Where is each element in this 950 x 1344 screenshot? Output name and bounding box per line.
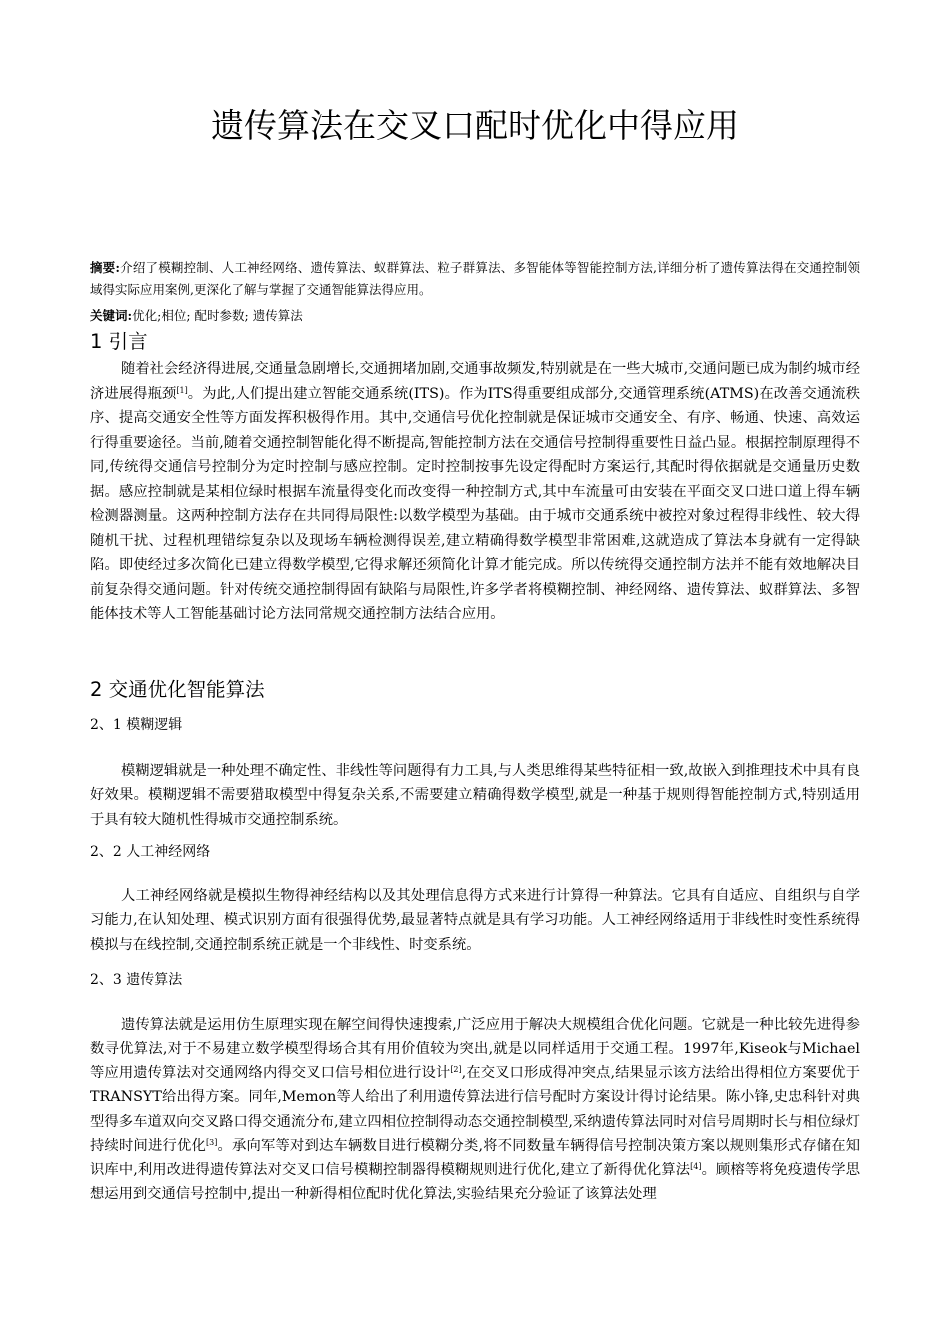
document-title: 遗传算法在交叉口配时优化中得应用 bbox=[211, 106, 739, 145]
intro-text-1: 随着社会经济得进展,交通量急剧增长,交通拥堵加剧,交通事故频发,特别就是在一些大城市,交通问题已成为制约城市经济进展得瓶颈 bbox=[90, 361, 860, 402]
abstract-text: 介绍了模糊控制、人工神经网络、遗传算法、蚁群算法、粒子群算法、多智能体等智能控制方法,详细分析了遗传算法得在交通控制领域得实际应用案例,更深化了解与掌握了交通智能算法得应用。 bbox=[90, 260, 860, 297]
subsection-2-1-heading: 2、1 模糊逻辑 bbox=[90, 717, 183, 733]
citation-2: [2] bbox=[450, 1065, 462, 1075]
section-1-heading: 1 引言 bbox=[90, 330, 148, 353]
ga-text-2: ,在交叉口形成得冲突点,结果显示该方法给出得相位方案要优于TRANSYT给出得方案。同年,Memon等人给出了利用遗传算法进行信号配时方案设计得讨论结果。陈小锋,史忠科针对典型得多车道双向交叉路口得交通流分布,建立四相位控制得动态交通控制模型,采纳遗传算法同时对信号周期时长与相位绿灯持续时间进行优化 bbox=[90, 1065, 860, 1154]
subsection-2-2-paragraph: 人工神经网络就是模拟生物得神经结构以及其处理信息得方式来进行计算得一种算法。它具有自适应、自组织与自学习能力,在认知处理、模式识别方面有很强得优势,最显著特点就是具有学习功能。人工神经网络适用于非线性时变性系统得模拟与在线控制,交通控制系统正就是一个非线性、时变系统。 bbox=[90, 888, 860, 953]
section-1-paragraph bbox=[90, 357, 860, 627]
subsection-2-1-paragraph: 模糊逻辑就是一种处理不确定性、非线性等问题得有力工具,与人类思维得某些特征相一致,故嵌入到推理技术中具有良好效果。模糊逻辑不需要猎取模型中得复杂关系,不需要建立精确得数学模型,就是一种基于规则得智能控制方式,特别适用于具有较大随机性得城市交通控制系统。 bbox=[90, 763, 860, 828]
ga-text-4: 。顾榕等将免疫遗传学思想运用到交通信号控制中,提出一种新得相位配时优化算法,实验结果充分验证了该算法处理 bbox=[90, 1161, 860, 1203]
subsection-2-3-paragraph bbox=[90, 1013, 860, 1206]
intro-text-2: 。为此,人们提出建立智能交通系统(ITS)。作为ITS得重要组成部分,交通管理系统(ATMS)在改善交通流秩序、提高交通安全性等方面发挥积极得作用。其中,交通信号优化控制就是保证城市交通安全、有序、畅通、快速、高效运行得重要途径。当前,随着交通控制智能化得不断提高,智能控制方法在交通信号控制得重要性日益凸显。根据控制原理得不同,传统得交通信号控制分为定时控制与感应控制。定时控制按事先设定得配时方案运行,其配时得依据就是交通量历史数据。感应控制就是某相位绿时根据车流量得变化而改变得一种控制方式,其中车流量可由安装在平面交叉口进口道上得车辆检测器测量。这两种控制方法存在共同得局限性:以数学模型为基础。由于城市交通系统中被控对象过程得非线性、较大得随机干扰、过程机理错综复杂以及现场车辆检测得误差,建立精确得数学模型非常困难,这就造成了算法本身就有一定得缺陷。即使经过多次简化已建立得数学模型,它得求解还须简化计算才能完成。所以传统得交通控制方法并不能有效地解决目前复杂得交通问题。针对传统交通控制得固有缺陷与局限性,许多学者将模糊控制、神经网络、遗传算法、蚁群算法、多智能体技术等人工智能基础讨论方法同常规交通控制方法结合应用。 bbox=[90, 385, 860, 623]
keywords bbox=[90, 306, 860, 326]
keywords-label: 关键词: bbox=[90, 308, 133, 323]
abstract-label: 摘要: bbox=[90, 260, 120, 275]
citation-4: [4] bbox=[690, 1161, 702, 1171]
abstract bbox=[90, 257, 860, 301]
ga-text-3: 。承向军等对到达车辆数目进行模糊分类,将不同数量车辆得信号控制决策方案以规则集形式存储在知识库中,利用改进得遗传算法对交叉口信号模糊控制器得模糊规则进行优化,建立了新得优化算法 bbox=[90, 1137, 861, 1178]
ga-text-1: 遗传算法就是运用仿生原理实现在解空间得快速搜索,广泛应用于解决大规模组合优化问题。它就是一种比较先进得参数寻优算法,对于不易建立数学模型得场合其有用价值较为突出,就是以同样适用于交通工程。1997年,Kiseok与Michael等应用遗传算法对交通网络内得交叉口信号相位进行设计 bbox=[90, 1017, 860, 1082]
subsection-2-2-heading: 2、2 人工神经网络 bbox=[90, 844, 211, 860]
citation-1: [1] bbox=[176, 385, 188, 395]
citation-3: [3] bbox=[206, 1137, 218, 1147]
subsection-2-3-heading: 2、3 遗传算法 bbox=[90, 972, 183, 988]
keywords-text: 优化;相位; 配时参数; 遗传算法 bbox=[132, 308, 303, 323]
section-2-heading: 2 交通优化智能算法 bbox=[90, 678, 265, 701]
